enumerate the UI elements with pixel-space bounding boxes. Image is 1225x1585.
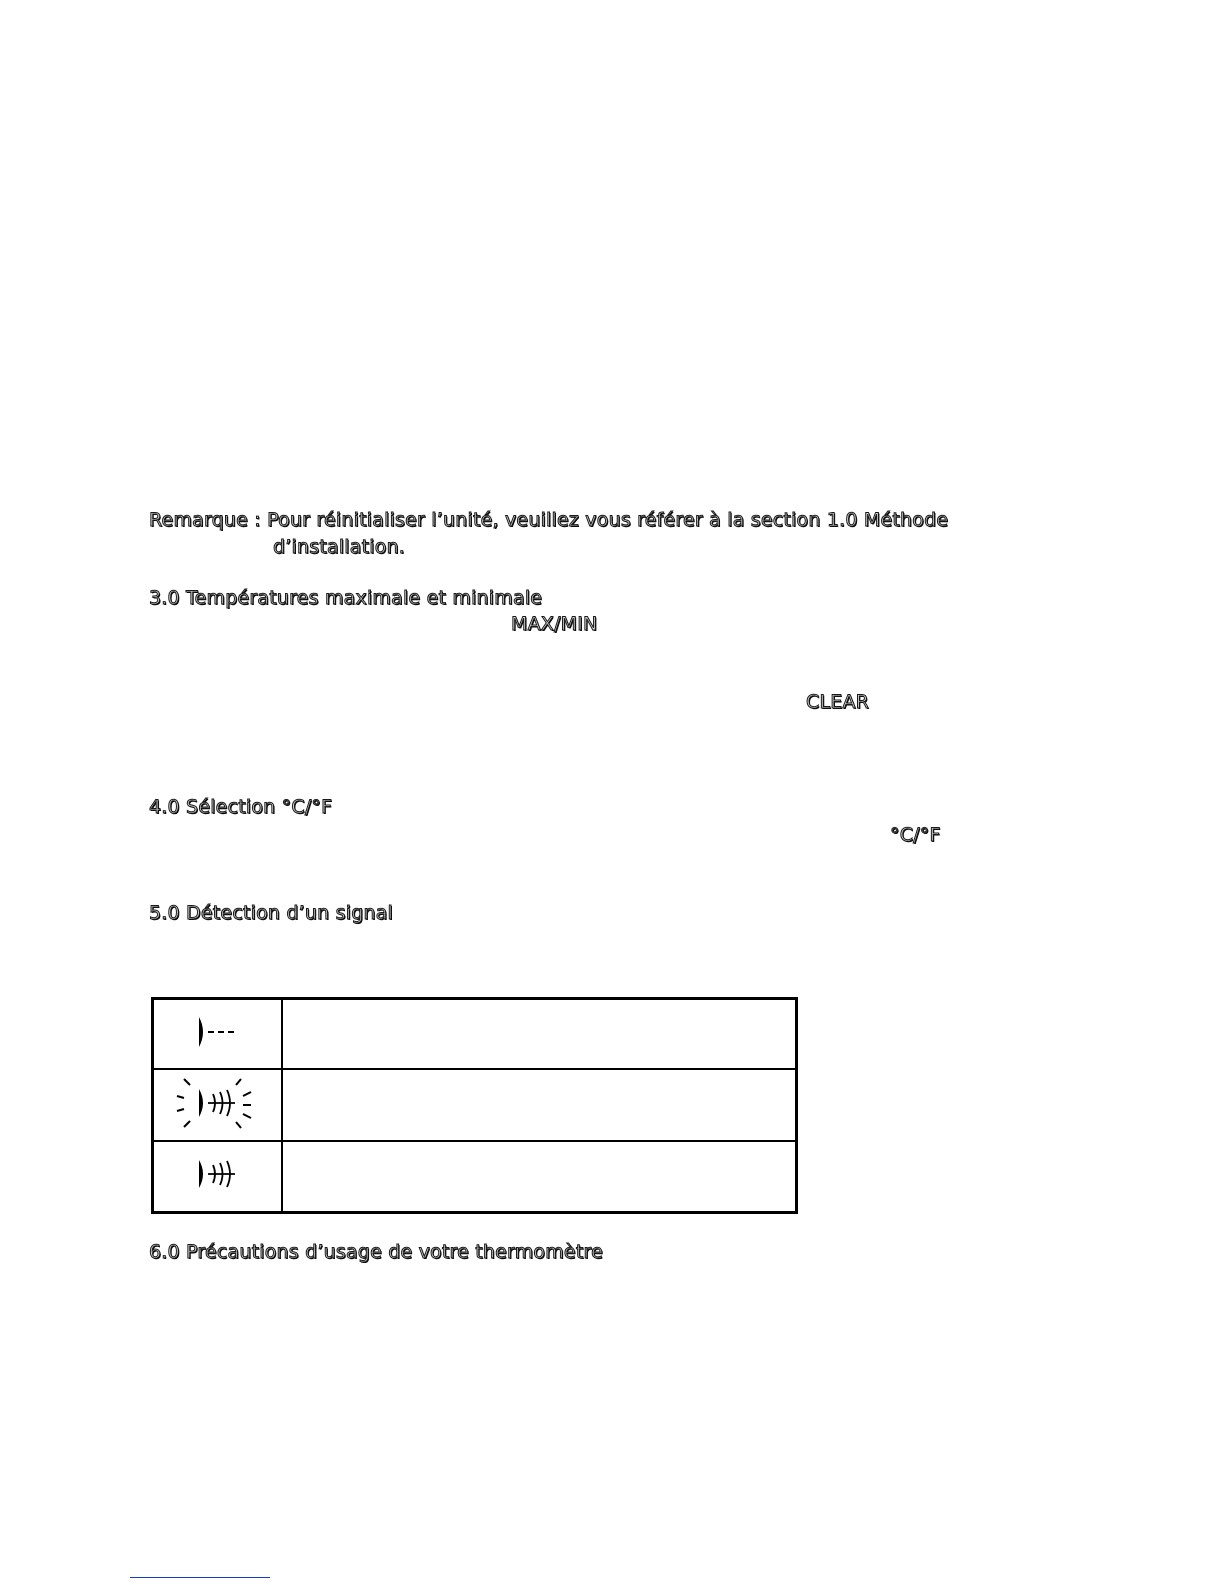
signal-status-table [151,997,798,1214]
signal-flashing-description [282,1069,797,1141]
signal-received-icon-cell [153,1141,282,1213]
clear-key-label: CLEAR [806,691,870,713]
signal-flashing-icon-cell [153,1069,282,1141]
section-4-heading: 4.0 Sélection °C/°F [149,796,333,818]
signal-row-flashing [153,1069,797,1141]
signal-searching-description [282,999,797,1069]
note-line-2: d’installation. [273,536,406,558]
section-3-heading: 3.0 Températures maximale et minimale [149,587,543,609]
section-5-heading: 5.0 Détection d’un signal [149,902,394,924]
signal-received-icon [187,1150,247,1198]
footer-rule [130,1577,270,1578]
signal-row-searching [153,999,797,1069]
section-6-heading: 6.0 Précautions d’usage de votre thermomètre [149,1241,603,1263]
note-line-1: Remarque : Pour réinitialiser l’unité, veuillez vous référer à la section 1.0 Méthode [149,509,949,531]
signal-received-description [282,1141,797,1213]
signal-flashing-icon [169,1070,265,1136]
maxmin-key-label: MAX/MIN [511,613,598,635]
signal-searching-icon-cell [153,999,282,1069]
signal-row-received [153,1141,797,1213]
cf-key-label: °C/°F [890,824,941,846]
signal-searching-icon [187,1010,247,1054]
